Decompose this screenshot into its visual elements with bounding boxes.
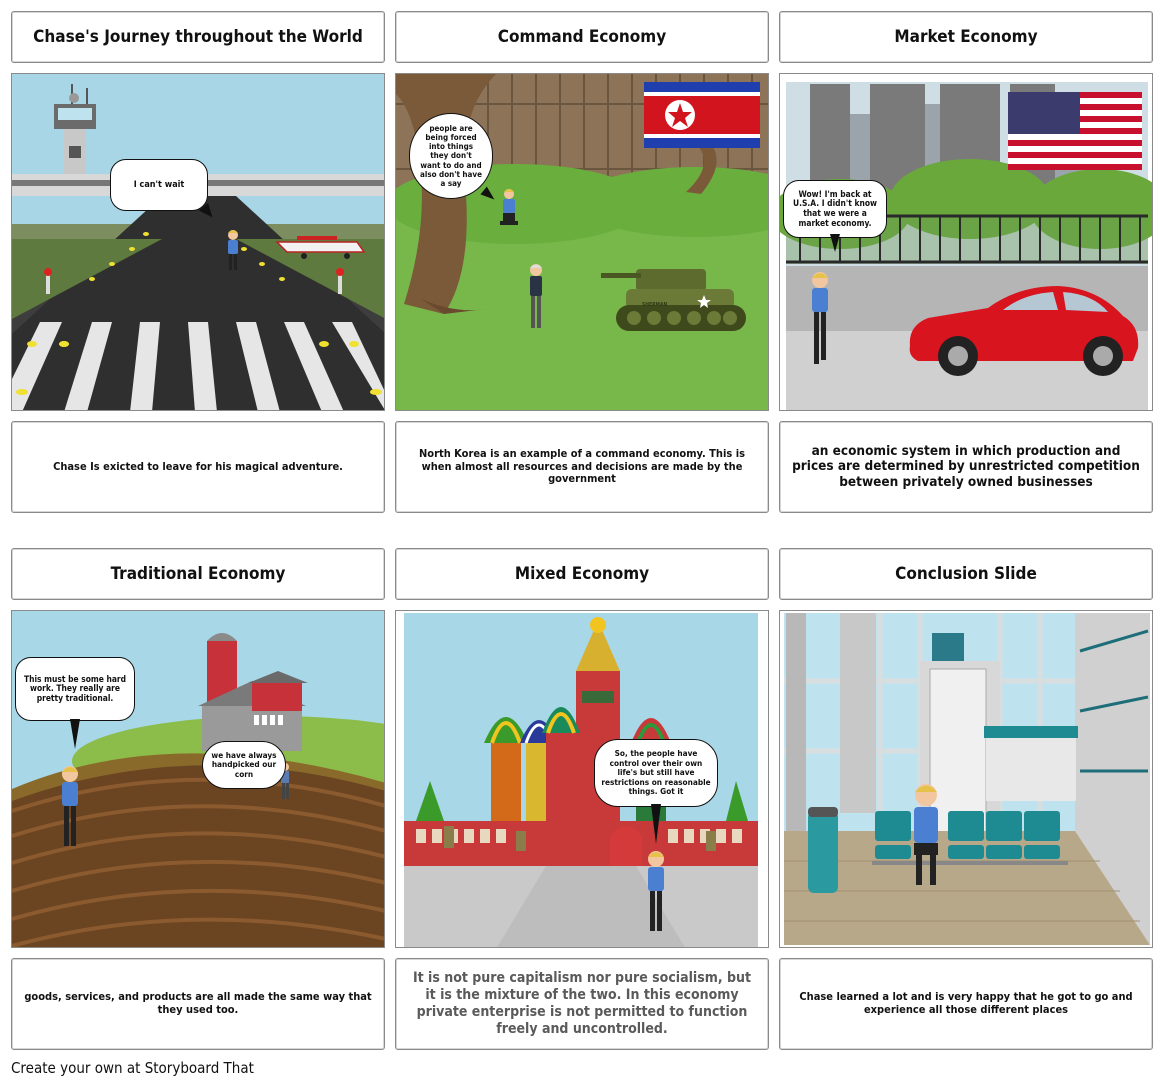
panel-5-caption: It is not pure capitalism nor pure socialism, but it is the mixture of the two. In this economy private enterprise is not permitted to function freely and uncontrolled. [395,958,769,1050]
speech-tail [651,804,661,844]
speech-bubble: This must be some hard work. They really are pretty traditional. [15,657,135,721]
panel-3-caption: an economic system in which production and prices are determined by unrestricted competition between privately owned businesses [779,421,1153,513]
panel-5-scene-mixed [395,610,769,948]
speech-bubble: I can't wait [110,159,208,211]
speech-tail [70,719,80,749]
panel-4-title: Traditional Economy [11,548,385,600]
speech-bubble: people are being forced into things they don't want to do and also don't have a say [409,113,493,199]
panel-3-scene-market [779,73,1153,411]
panel-1-scene-airport [11,73,385,411]
panel-2-title: Command Economy [395,11,769,63]
tank-label: SHERMAN [642,302,668,308]
panel-6-caption: Chase learned a lot and is very happy that he got to go and experience all those different places [779,958,1153,1050]
speech-bubble-farmer: we have always handpicked our corn [202,741,286,789]
panel-5-title: Mixed Economy [395,548,769,600]
panel-6-title: Conclusion Slide [779,548,1153,600]
speech-tail [830,234,840,252]
panel-4-caption: goods, services, and products are all made the same way that they used too. [11,958,385,1050]
panel-1-caption: Chase Is exicted to leave for his magical adventure. [11,421,385,513]
panel-3-title: Market Economy [779,11,1153,63]
panel-4-scene-traditional [11,610,385,948]
panel-1-title: Chase's Journey throughout the World [11,11,385,63]
speech-bubble: Wow! I'm back at U.S.A. I didn't know that we were a market economy. [783,180,887,238]
panel-2-caption: North Korea is an example of a command economy. This is when almost all resources and decisions are made by the government [395,421,769,513]
panel-2-scene-command [395,73,769,411]
panel-6-scene-conclusion [779,610,1153,948]
footer-credit[interactable]: Create your own at Storyboard That [11,1059,254,1077]
speech-bubble: So, the people have control over their own life's but still have restrictions on reasonable things. Got it [594,739,718,807]
